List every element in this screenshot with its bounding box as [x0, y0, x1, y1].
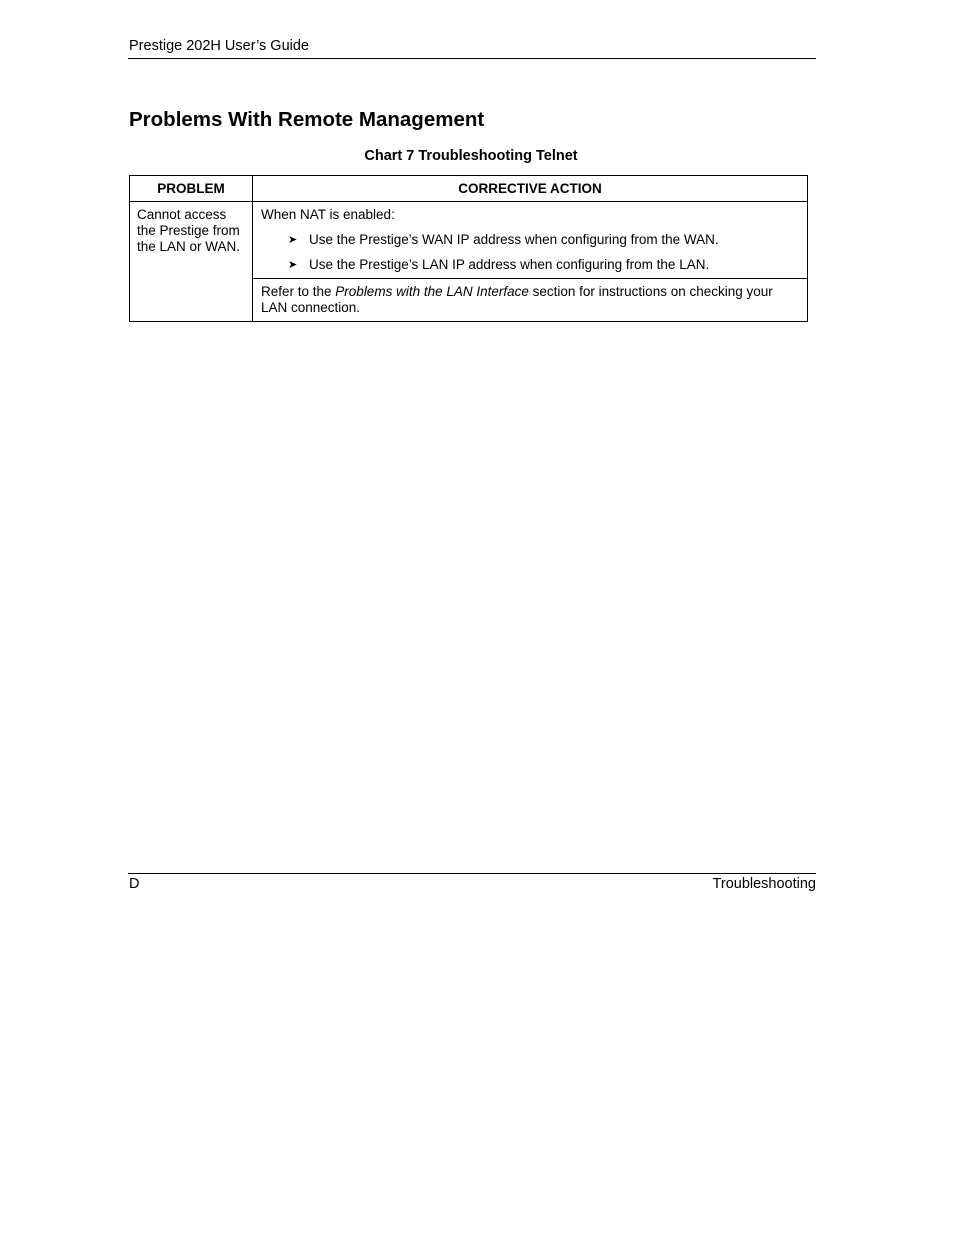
column-header-corrective-action: CORRECTIVE ACTION	[253, 176, 808, 202]
reference-prefix: Refer to the	[261, 284, 336, 299]
bullet-text: Use the Prestige’s LAN IP address when configuring from the LAN.	[309, 257, 710, 272]
reference-section-name: Problems with the LAN Interface	[335, 284, 529, 299]
page-footer	[128, 873, 816, 896]
appendix-letter: D	[129, 876, 140, 892]
troubleshooting-table	[129, 175, 808, 322]
bullet-text: Use the Prestige’s WAN IP address when configuring from the WAN.	[309, 232, 719, 247]
corrective-action-cell	[253, 202, 808, 279]
list-item	[261, 257, 799, 273]
list-item	[261, 232, 799, 248]
problem-cell: Cannot access the Prestige from the LAN or WAN.	[130, 202, 253, 322]
corrective-action-cell	[253, 279, 808, 322]
action-bullet-list	[261, 232, 799, 273]
reference-suffix: section for instructions on checking your LAN connection.	[261, 284, 773, 315]
section-heading: Problems With Remote Management	[129, 108, 485, 131]
chapter-name: Troubleshooting	[712, 876, 816, 892]
guide-title: Prestige 202H User’s Guide	[129, 38, 309, 54]
page-header	[128, 36, 816, 59]
reference-text	[261, 284, 799, 316]
column-header-problem: PROBLEM	[130, 176, 253, 202]
action-intro: When NAT is enabled:	[261, 207, 395, 222]
chart-caption: Chart 7 Troubleshooting Telnet	[364, 148, 578, 164]
table-row	[130, 202, 808, 279]
arrowhead-bullet-icon: ➤	[288, 234, 298, 246]
table-header-row	[130, 176, 808, 202]
arrowhead-bullet-icon: ➤	[288, 259, 298, 271]
